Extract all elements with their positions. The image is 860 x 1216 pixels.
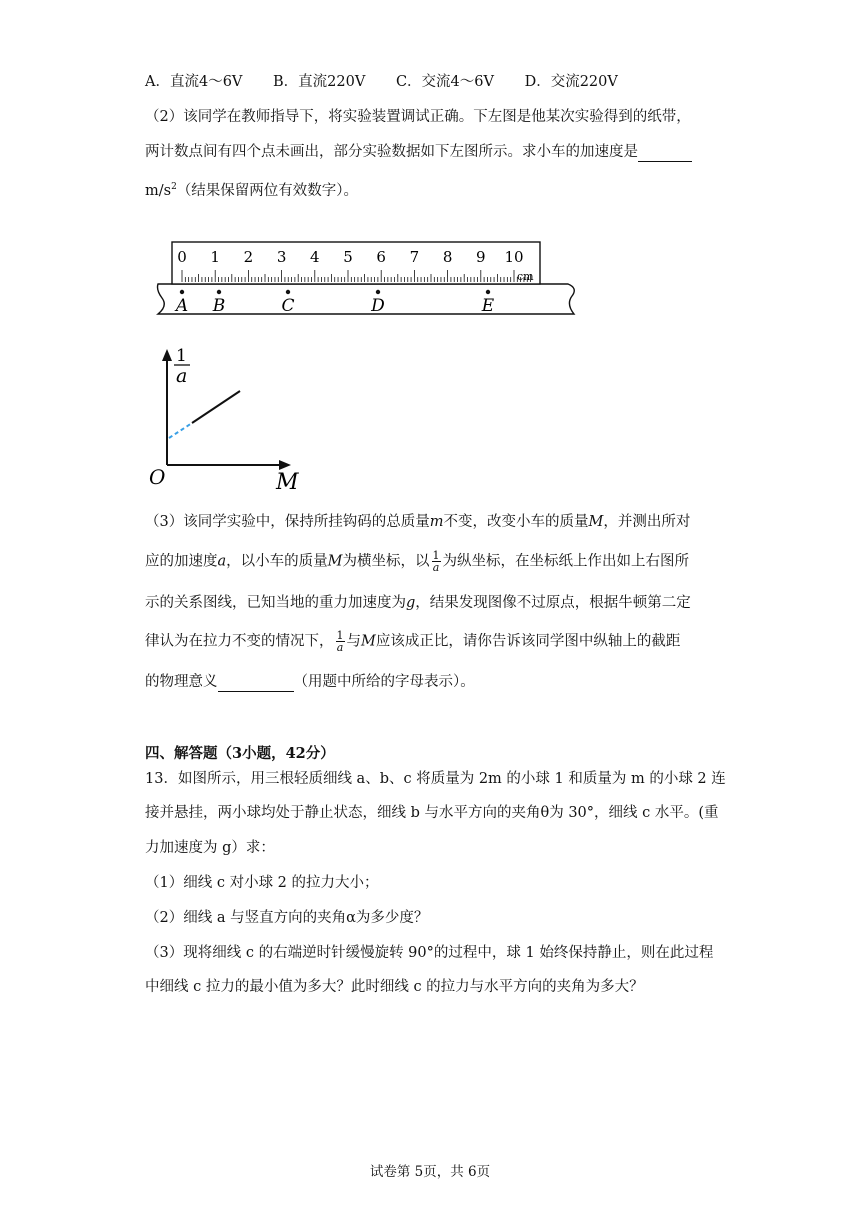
q3-text-2d: 为纵坐标，在坐标纸上作出如上右图所 (442, 553, 690, 570)
inverse-acceleration-graph (145, 345, 305, 490)
y-label-numerator: 1 (176, 346, 187, 366)
q13-sub-2: （2）细线 a 与竖直方向的夹角α为多少度？ (145, 910, 429, 926)
answer-options (145, 72, 644, 92)
option-d: D．交流220V (524, 74, 618, 90)
q2-line-1: （2）该同学在教师指导下，将实验装置调试正确。下左图是他某次实验得到的纸带， (145, 109, 691, 125)
q3-text-5b: （用题中所给的字母表示）。 (293, 674, 475, 690)
q13-sub-3-line-2: 中细线 c 拉力的最小值为多大？此时细线 c 的拉力与水平方向的夹角为多大？ (145, 979, 644, 995)
q3-line-2 (145, 550, 689, 573)
q3-line-1 (145, 512, 690, 532)
q13-sub-1: （1）细线 c 对小球 2 的拉力大小； (145, 875, 379, 891)
q3-var-m: m (429, 514, 444, 530)
option-c: C．交流4～6V (395, 74, 494, 90)
extrapolated-line (169, 423, 192, 438)
q3-var-M-3: M (361, 633, 376, 650)
q13-line-1: 13．如图所示，用三根轻质细线 a、b、c 将质量为 2m 的小球 1 和质量为 m 的小球 2 连 (145, 771, 726, 787)
q3-text-4c: 应该成正比，请你告诉该同学图中纵轴上的截距 (375, 633, 681, 650)
ruler-number: 5 (343, 248, 353, 266)
q13-line-2: 接并悬挂，两小球均处于静止状态，细线 b 与水平方向的夹角θ为 30°，细线 c 水平。(重 (145, 805, 719, 821)
tape-point-label: C (281, 296, 295, 316)
tape-dot (180, 290, 184, 294)
ruler-number: 0 (177, 248, 187, 266)
fraction-1-over-a-2 (336, 630, 345, 653)
q3-line-5 (145, 672, 475, 692)
q3-line-3 (145, 593, 691, 613)
q3-text-3a: 示的关系图线，已知当地的重力加速度为 (145, 595, 406, 611)
tape-point-label: A (175, 296, 189, 316)
tape-dot (217, 290, 221, 294)
ruler-number: 1 (210, 248, 220, 266)
y-label-denominator: a (176, 365, 188, 387)
origin-label: O (149, 465, 166, 489)
q3-line-4 (145, 630, 680, 653)
q3-text-4a: 律认为在拉力不变的情况下， (145, 633, 334, 650)
x-axis-arrow (279, 460, 291, 470)
option-a: A．直流4～6V (145, 74, 243, 90)
option-b: B．直流220V (273, 74, 366, 90)
q3-answer-blank (218, 675, 294, 692)
fraction-1-over-a (432, 550, 441, 573)
q3-var-M: M (588, 514, 604, 530)
ruler-number: 3 (276, 248, 287, 266)
fraction-numerator-2: 1 (336, 629, 344, 642)
fraction-numerator: 1 (432, 549, 440, 562)
q3-text-2a: 应的加速度 (145, 553, 218, 570)
q3-var-a: a (217, 553, 227, 570)
section-heading: 四、解答题（3小题，42分） (145, 745, 335, 762)
q2-unit-exponent: 2 (171, 182, 177, 192)
tape-point-label: B (212, 296, 226, 316)
tape-dot (486, 290, 490, 294)
tape-dot (376, 290, 380, 294)
q3-text-1b: 不变，改变小车的质量 (443, 514, 589, 530)
ruler-number: 10 (504, 248, 524, 266)
q3-text-1c: ，并测出所对 (603, 514, 691, 530)
q2-line-2 (145, 142, 692, 162)
q3-text-2c: 为横坐标，以 (342, 553, 430, 570)
q3-var-M-2: M (327, 553, 343, 570)
q2-answer-blank (638, 145, 692, 162)
ruler-number: 7 (409, 248, 420, 266)
ruler-number: 2 (243, 248, 254, 266)
q2-tail: （结果保留两位有效数字）。 (176, 182, 359, 199)
q2-unit: m/s (145, 182, 172, 199)
q2-line-2-text: 两计数点间有四个点未画出，部分实验数据如下左图所示。求小车的加速度是 (145, 144, 638, 160)
fraction-denominator: a (432, 561, 440, 574)
q3-text-1: （3）该同学实验中，保持所挂钩码的总质量 (145, 514, 430, 530)
tape-point-label: D (371, 296, 385, 316)
q3-text-5a: 的物理意义 (145, 674, 218, 690)
q3-var-g: g (406, 595, 416, 611)
q13-sub-3-line-1: （3）现将细线 c 的右端逆时针缓慢旋转 90°的过程中，球 1 始终保持静止，则在此过程 (145, 945, 714, 961)
x-axis-label: M (276, 470, 299, 490)
y-axis-arrow (162, 349, 172, 361)
q13-line-3: 力加速度为 g）求： (145, 840, 275, 856)
tape-dot (286, 290, 290, 294)
ruler-number: 6 (376, 248, 386, 266)
ruler-tape-figure (150, 236, 590, 326)
q3-text-3b: ，结果发现图像不过原点，根据牛顿第二定 (415, 595, 691, 611)
ruler-number: 4 (310, 248, 320, 266)
q3-text-4b: 与 (346, 633, 361, 650)
data-line (192, 391, 240, 423)
ruler-number: 9 (476, 248, 486, 266)
ruler-number: 8 (442, 248, 453, 266)
fraction-denominator-2: a (336, 641, 344, 654)
q3-text-2b: ，以小车的质量 (226, 553, 328, 570)
page-footer: 试卷第 5页，共 6页 (369, 1164, 491, 1180)
ruler-unit: cm (517, 270, 534, 283)
q2-line-3 (145, 177, 358, 201)
tape-point-label: E (481, 296, 495, 316)
